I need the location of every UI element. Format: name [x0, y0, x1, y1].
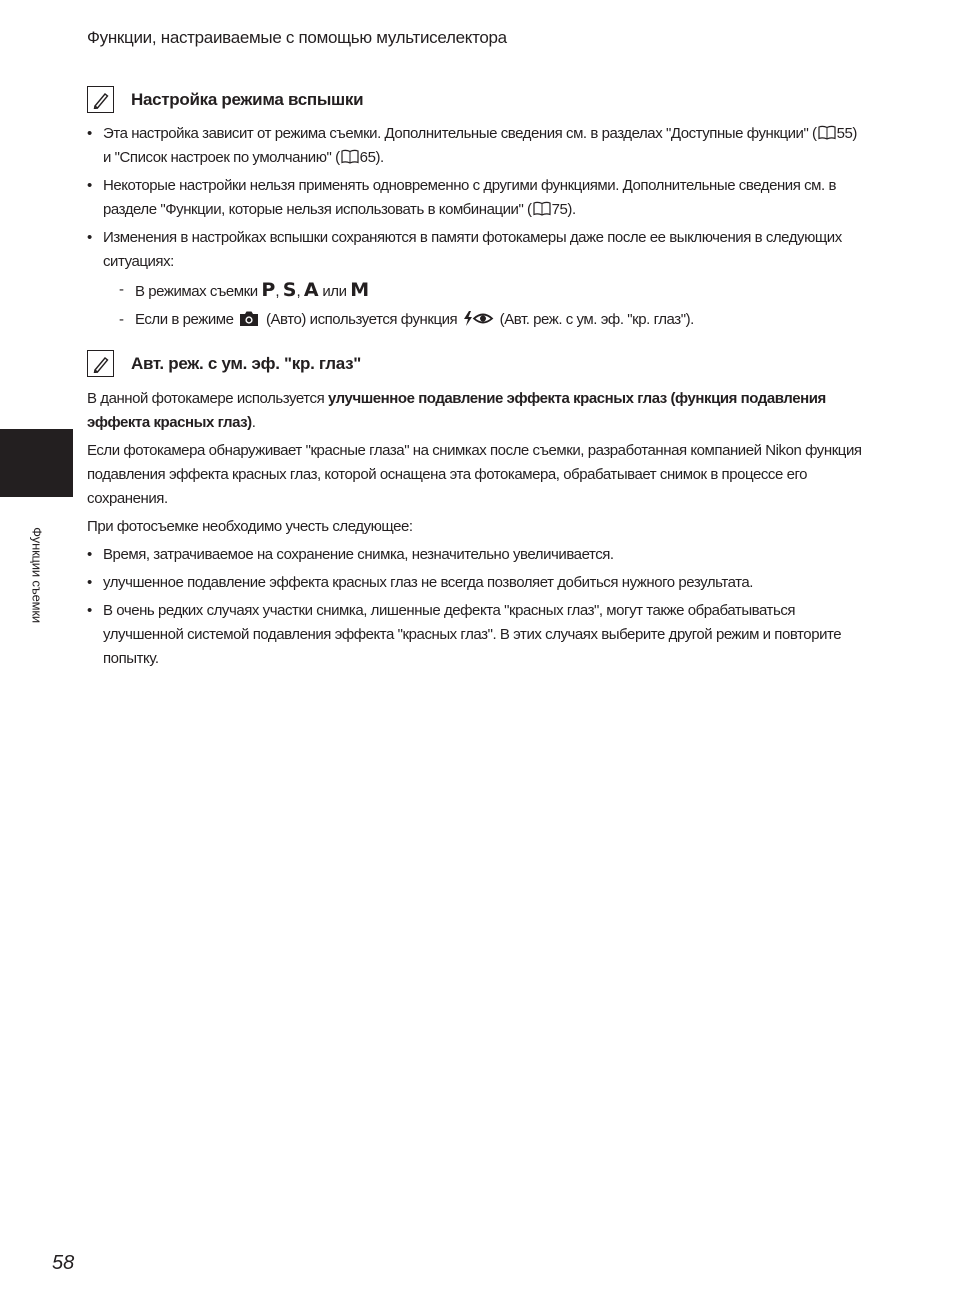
- list-item: • Некоторые настройки нельзя применять одновременно с другими функциями. Дополнительные сведения см. в разделе "Функции, которые нельзя использовать в комбинации" ( 75).: [87, 174, 867, 222]
- page-ref-link[interactable]: 65: [359, 149, 376, 166]
- note-pencil-icon: [87, 350, 114, 377]
- paragraph: Если фотокамера обнаруживает "красные глаза" на снимках после съемки, разработанная компанией Nikon функция подавления эффекта красных глаз, которой оснащена эта фотокамера, обрабатывает снимок в процессе его сохранения.: [87, 442, 862, 507]
- paragraph: При фотосъемке необходимо учесть следующее:: [87, 518, 413, 535]
- page-ref-icon: [341, 149, 359, 164]
- list-item: • Время, затрачиваемое на сохранение снимка, незначительно увеличивается.: [87, 543, 867, 567]
- list-item: • улучшенное подавление эффекта красных глаз не всегда позволяет добиться нужного результата.: [87, 571, 867, 595]
- list-item: • Эта настройка зависит от режима съемки. Дополнительные сведения см. в разделах "Доступные функции" ( 55) и "Список настроек по умолчанию" ( 65).: [87, 122, 867, 170]
- red-eye-notes: [87, 387, 867, 675]
- section-flash-mode: [87, 86, 363, 113]
- page-header: Функции, настраиваемые с помощью мультиселектора: [87, 28, 507, 47]
- section-red-eye: [87, 350, 361, 377]
- page-ref-icon: [818, 125, 836, 140]
- note-pencil-icon: [87, 86, 114, 113]
- section-title-red-eye: Авт. реж. с ум. эф. "кр. глаз": [131, 353, 362, 373]
- paragraph: В данной фотокамере используется улучшенное подавление эффекта красных глаз (функция подавления эффекта красных глаз).: [87, 390, 826, 431]
- auto-mode-camera-icon: [239, 310, 259, 327]
- flash-red-eye-icon: [462, 310, 494, 327]
- section-title-flash-mode: Настройка режима вспышки: [131, 89, 364, 109]
- page-ref-icon: [533, 201, 551, 216]
- chapter-tab: [0, 429, 73, 497]
- mode-s-icon: S: [282, 279, 297, 301]
- sub-list-item: - В режимах съемки P, S, A или M: [103, 278, 867, 304]
- page-ref-link[interactable]: 75: [551, 201, 568, 218]
- chapter-tab-label: Функции съемки: [29, 527, 45, 623]
- list-item: • Изменения в настройках вспышки сохраняются в памяти фотокамеры даже после ее выключения в следующих ситуациях: - В режимах съемки P, S, A или M - Если в режиме (Авто) используется функция (Авт. реж. с ум. эф. "кр. глаз").: [87, 226, 867, 332]
- sub-list-item: - Если в режиме (Авто) используется функция (Авт. реж. с ум. эф. "кр. глаз").: [103, 308, 867, 332]
- mode-m-icon: M: [350, 279, 370, 301]
- mode-p-icon: P: [261, 279, 276, 301]
- flash-mode-notes: [87, 122, 867, 336]
- list-item: • В очень редких случаях участки снимка, лишенные дефекта "красных глаз", могут также обрабатываться улучшенной системой подавления эффекта "красных глаз". В этих случаях выберите другой режим и повторите попытку.: [87, 599, 867, 671]
- page-ref-link[interactable]: 55: [836, 125, 853, 142]
- mode-a-icon: A: [303, 279, 319, 301]
- page-number: 58: [52, 1252, 75, 1274]
